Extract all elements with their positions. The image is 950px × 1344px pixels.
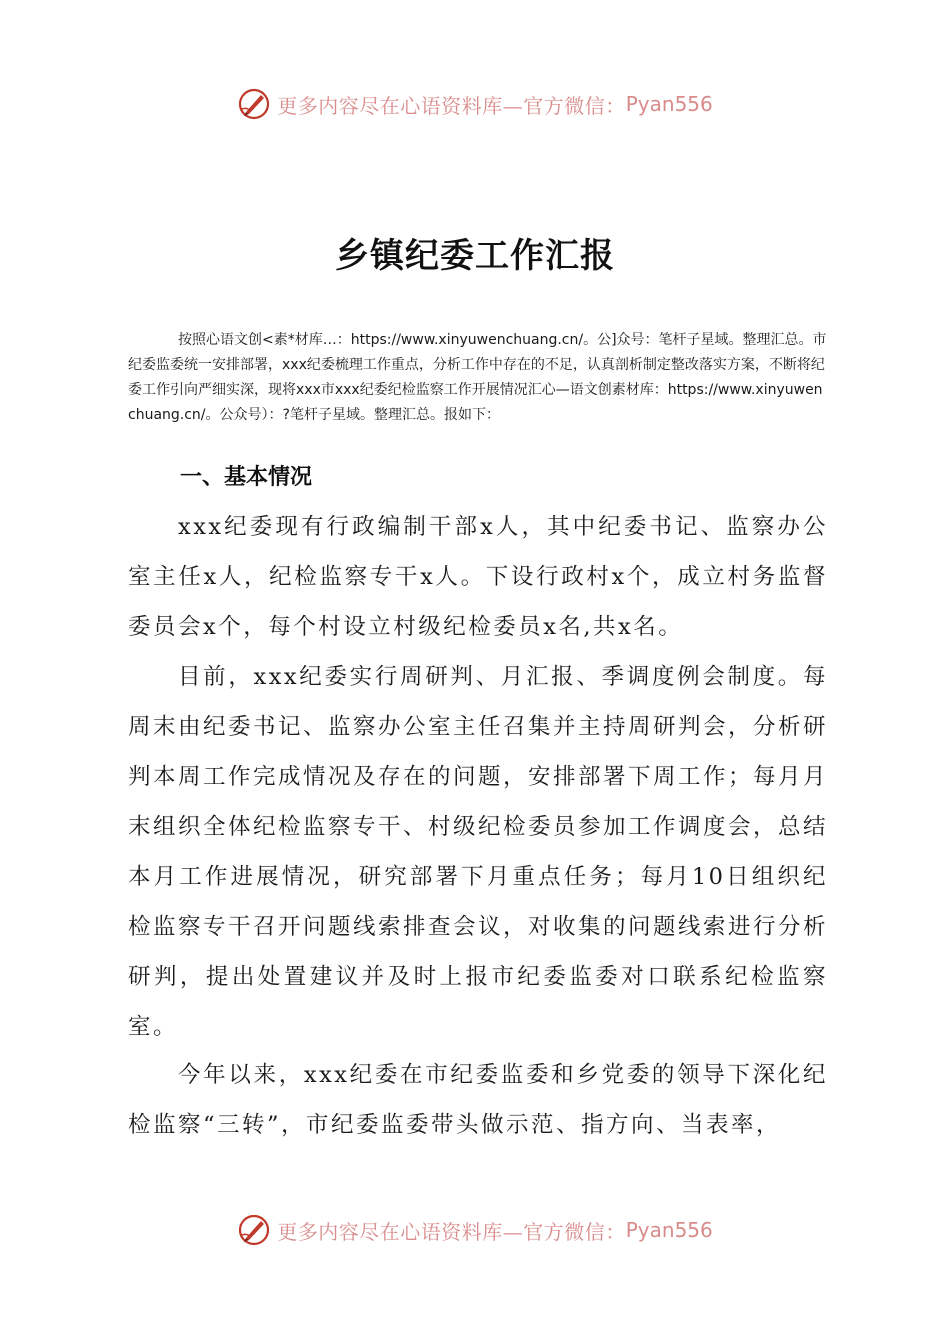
pen-logo-icon bbox=[237, 87, 271, 121]
banner-wechat-id: Pyan556 bbox=[625, 1218, 713, 1242]
banner-text: 更多内容尽在心语资料库—官方微信： bbox=[277, 93, 626, 118]
pen-logo-icon bbox=[237, 1213, 271, 1247]
document-title: 乡镇纪委工作汇报 bbox=[335, 236, 615, 276]
body-paragraph: 目前，xxx纪委实行周研判、月汇报、季调度例会制度。每周末由纪委书记、监察办公室主任召集并主持周研判会，分析研判本周工作完成情况及存在的问题，安排部署下周工作；每月月末组织全体纪检监察专干、村级纪检委员参加工作调度会，总结本月工作进展情况，研究部署下月重点任务；每月10日组织纪检监察专干召开问题线索排查会议，对收集的问题线索进行分析研判，提出处置建议并及时上报市纪委监委对口联系纪检监察室。 bbox=[128, 664, 829, 1040]
body-paragraph: xxx纪委现有行政编制干部x人，其中纪委书记、监察办公室主任x人，纪检监察专干x人。下设行政村x个，成立村务监督委员会x个，每个村设立村级纪检委员x名,共x名。 bbox=[128, 514, 828, 640]
footer-banner bbox=[0, 1210, 950, 1250]
section-heading: 一、基本情况 bbox=[180, 465, 313, 490]
header-banner bbox=[0, 84, 950, 124]
body-paragraph: 今年以来，xxx纪委在市纪委监委和乡党委的领导下深化纪检监察“三转”，市纪委监委带头做示范、指方向、当表率， bbox=[128, 1062, 828, 1138]
banner-text: 更多内容尽在心语资料库—官方微信： bbox=[277, 1219, 626, 1244]
banner-wechat-id: Pyan556 bbox=[625, 92, 713, 116]
intro-paragraph: 按照心语文创<素*材库…：https://www.xinyuwenchuang.cn/。公]众号：笔杆子星域。整理汇总。市纪委监委统一安排部署，xxx纪委梳理工作重点，分析工作中存在的不足，认真剖析制定整改落实方案，不断将纪委工作引向严细实深，现将xxx市xxx纪委纪检监察工作开展情况汇心—语文创素材库：https://www.xinyuwenchuang.cn/。公众号）：?笔杆子星域。整理汇总。报如下： bbox=[128, 332, 827, 423]
